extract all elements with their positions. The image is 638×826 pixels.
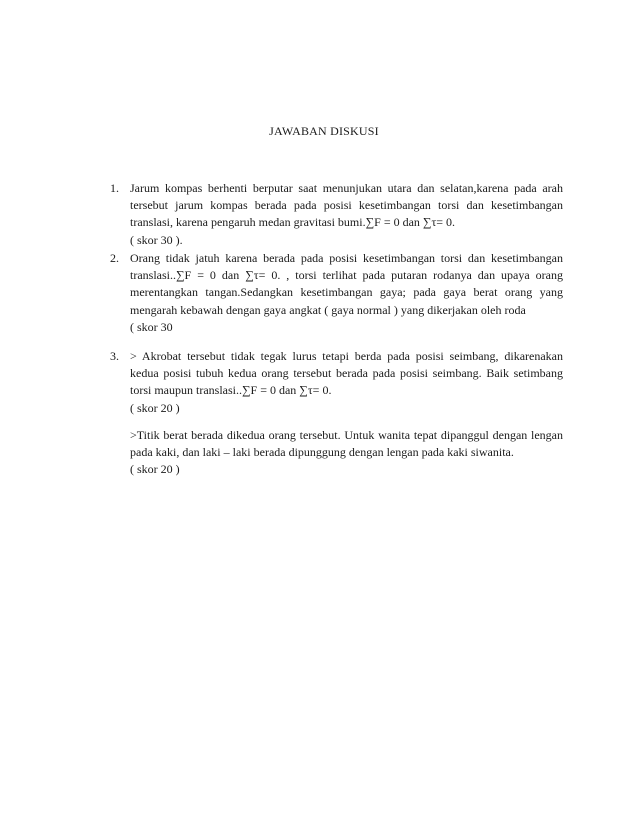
- answer-text-2: >Titik berat berada dikedua orang tersebut. Untuk wanita tepat dipanggul dengan lengan pada kaki, dan laki – laki berada dipunggung dengan lengan pada kaki siwanita.: [130, 427, 563, 460]
- score-label: ( skor 30: [130, 319, 173, 334]
- answer-item-1: [110, 180, 563, 249]
- page-title: JAWABAN DISKUSI: [269, 124, 379, 138]
- answer-item-2: [110, 250, 563, 336]
- answer-item-3: [110, 348, 563, 478]
- answer-text: Orang tidak jatuh karena berada pada posisi kesetimbangan torsi dan kesetimbangan translasi..∑F = 0 dan ∑τ= 0. , torsi terlihat pada putaran rodanya dan upaya orang merentangkan tangan.Sedangkan kesetimbangan gaya; pada gaya berat orang yang mengarah kebawah dengan gaya angkat ( gaya normal ) yang dikerjakan oleh roda: [130, 251, 563, 317]
- answer-text: > Akrobat tersebut tidak tegak lurus tetapi berda pada posisi seimbang, dikarenakan kedua posisi tubuh kedua orang tersebut berada pada posisi seimbang. Baik setimbang torsi maupun translasi..∑F = 0 dan ∑τ= 0.: [130, 349, 563, 398]
- item-number: 2.: [110, 251, 119, 265]
- score-label: ( skor 20 ): [130, 400, 180, 415]
- score-label-2: ( skor 20 ): [130, 462, 180, 477]
- answer-text: Jarum kompas berhenti berputar saat menunjukan utara dan selatan,karena pada arah tersebut jarum kompas berada pada posisi kesetimbangan torsi dan kesetimbangan translasi, karena pengaruh medan gravitasi bumi.∑F = 0 dan ∑τ= 0.: [130, 181, 563, 230]
- item-number: 1.: [110, 181, 119, 195]
- score-label: ( skor 30 ).: [130, 232, 183, 247]
- item-number: 3.: [110, 349, 119, 363]
